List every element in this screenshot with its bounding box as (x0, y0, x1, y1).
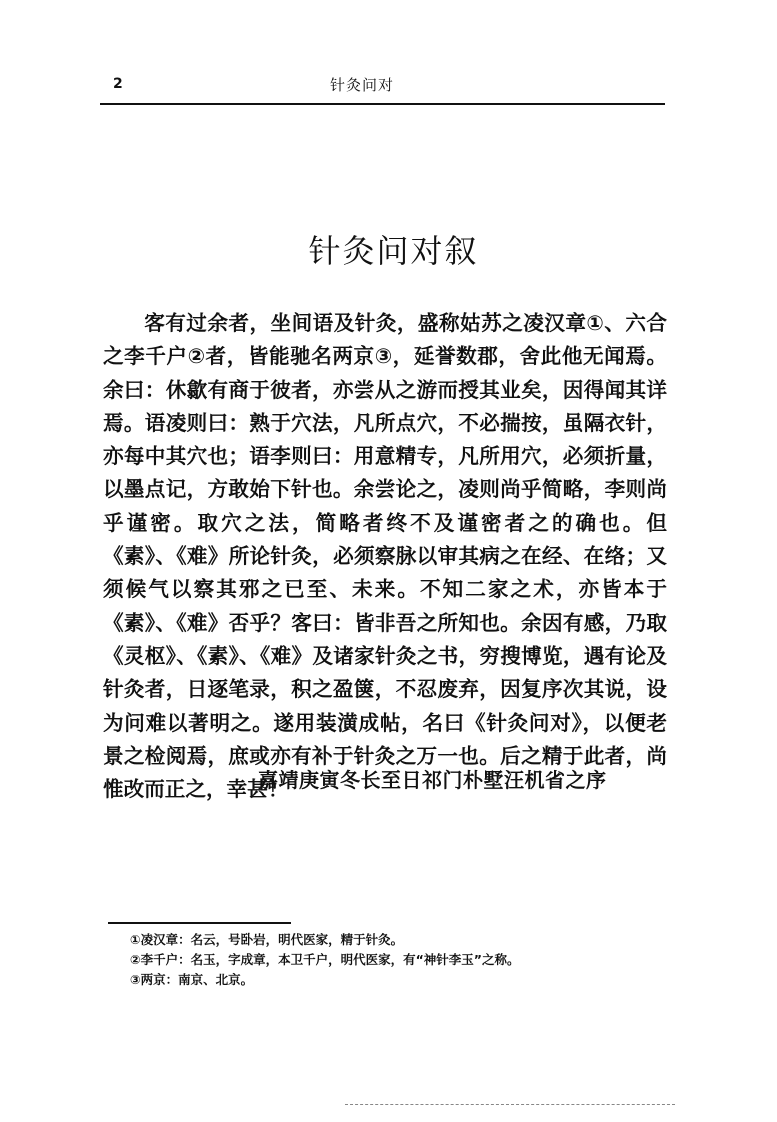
scan-artifact-line (345, 1104, 675, 1106)
footnote-1: ①凌汉章：名云，号卧岩，明代医家，精于针灸。 (130, 932, 404, 947)
running-title: 针灸问对 (330, 76, 395, 94)
preface-paragraph: 客有过余者，坐间语及针灸，盛称姑苏之凌汉章①、六合之李千户②者，皆能驰名两京③，延誉数郡，舍此他无闻焉。余曰：休歙有商于彼者，亦尝从之游而授其业矣，因得闻其详焉。语凌则曰：熟于穴法，凡所点穴，不必揣按，虽隔衣针，亦每中其穴也；语李则曰：用意精专，凡所用穴，必须折量，以墨点记，方敢始下针也。余尝论之，凌则尚乎简略，李则尚乎谨密。取穴之法，简略者终不及谨密者之的确也。但《素》、《难》所论针灸，必须察脉以审其病之在经、在络；又须候气以察其邪之已至、未来。不知二家之术，亦皆本于《素》、《难》否乎？客曰：皆非吾之所知也。余因有感，乃取《灵枢》、《素》、《难》及诸家针灸之书，穷搜博览，遇有论及针灸者，日逐笔录，积之盈箧，不忍废弃，因复序次其说，设为问难以著明之。遂用装潢成帖，名曰《针灸问对》，以便老景之检阅焉，庶或亦有补于针灸之万一也。后之精于此者，尚惟改而正之，幸甚！ (103, 311, 667, 802)
header-rule (100, 103, 665, 105)
running-head (0, 0, 777, 110)
signature-line: 嘉靖庚寅冬长至日祁门朴墅汪机省之序 (258, 768, 607, 792)
page-number: 2 (113, 76, 123, 92)
footnotes (130, 930, 690, 990)
footnote-3: ③两京：南京、北京。 (130, 972, 254, 987)
chapter-title: 针灸问对叙 (308, 232, 479, 270)
footnote-rule (108, 922, 291, 924)
footnote-2: ②李千户：名玉，字成章，本卫千户，明代医家，有“神针李玉”之称。 (130, 952, 520, 967)
